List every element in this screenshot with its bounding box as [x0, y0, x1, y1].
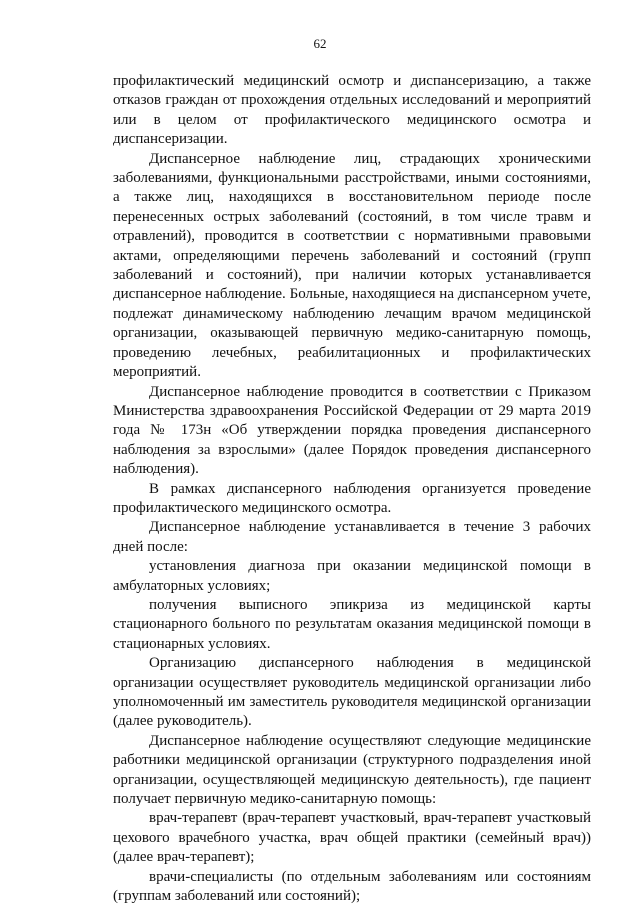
paragraph: профилактический медицинский осмотр и диспансеризацию, а также отказов граждан от прохождения отдельных исследований и мероприятий или в целом от профилактического медицинского осмотра и диспансеризации. — [113, 73, 591, 148]
list-item: получения выписного эпикриза из медицинской карты стационарного больного по результатам оказания медицинской помощи в стационарных условиях. — [113, 596, 591, 652]
paragraph: В рамках диспансерного наблюдения организуется проведение профилактического медицинского осмотра. — [113, 480, 591, 516]
list-item: установления диагноза при оказании медицинской помощи в амбулаторных условиях; — [113, 558, 591, 594]
paragraph: Диспансерное наблюдение лиц, страдающих хроническими заболеваниями, функциональными расстройствами, иными состояниями, а также лиц, находящихся в восстановительном периоде после перенесенных острых заболеваний (состояний, в том числе травм и отравлений), проводится в соответствии с нормативными правовыми актами, определяющими перечень заболеваний и состояний (групп заболеваний и состояний), при наличии которых устанавливается диспансерное наблюдение. Больные, находящиеся на диспансерном учете, подлежат динамическому наблюдению лечащим врачом медицинской организации, оказывающей первичную медико-санитарную помощь, проведению лечебных, реабилитационных и профилактических мероприятий. — [113, 150, 591, 381]
list-item: врач-терапевт (врач-терапевт участковый, врач-терапевт участковый цехового врачебного участка, врач общей практики (семейный врач)) (далее врач-терапевт); — [113, 810, 591, 866]
list-item: врачи-специалисты (по отдельным заболеваниям или состояниям (группам заболеваний или состояний); — [113, 868, 591, 905]
paragraph: Диспансерное наблюдение проводится в соответствии с Приказом Министерства здравоохранения Российской Федерации от 29 марта 2019 года № 173н «Об утверждении порядка проведения диспансерного наблюдения за взрослыми» (далее Порядок проведения диспансерного наблюдения). — [113, 383, 591, 478]
page-number: 62 — [313, 36, 327, 51]
paragraph: Диспансерное наблюдение устанавливается в течение 3 рабочих дней после: — [113, 519, 591, 555]
paragraph: Организацию диспансерного наблюдения в медицинской организации осуществляет руководитель медицинской организации либо уполномоченный им заместитель руководителя медицинской организации (далее руководитель). — [113, 655, 591, 730]
paragraph: Диспансерное наблюдение осуществляют следующие медицинские работники медицинской организации (структурного подразделения иной организации, осуществляющей медицинскую деятельность), где пациент получает первичную медико-санитарную помощь: — [113, 732, 591, 808]
document-body — [113, 72, 591, 906]
